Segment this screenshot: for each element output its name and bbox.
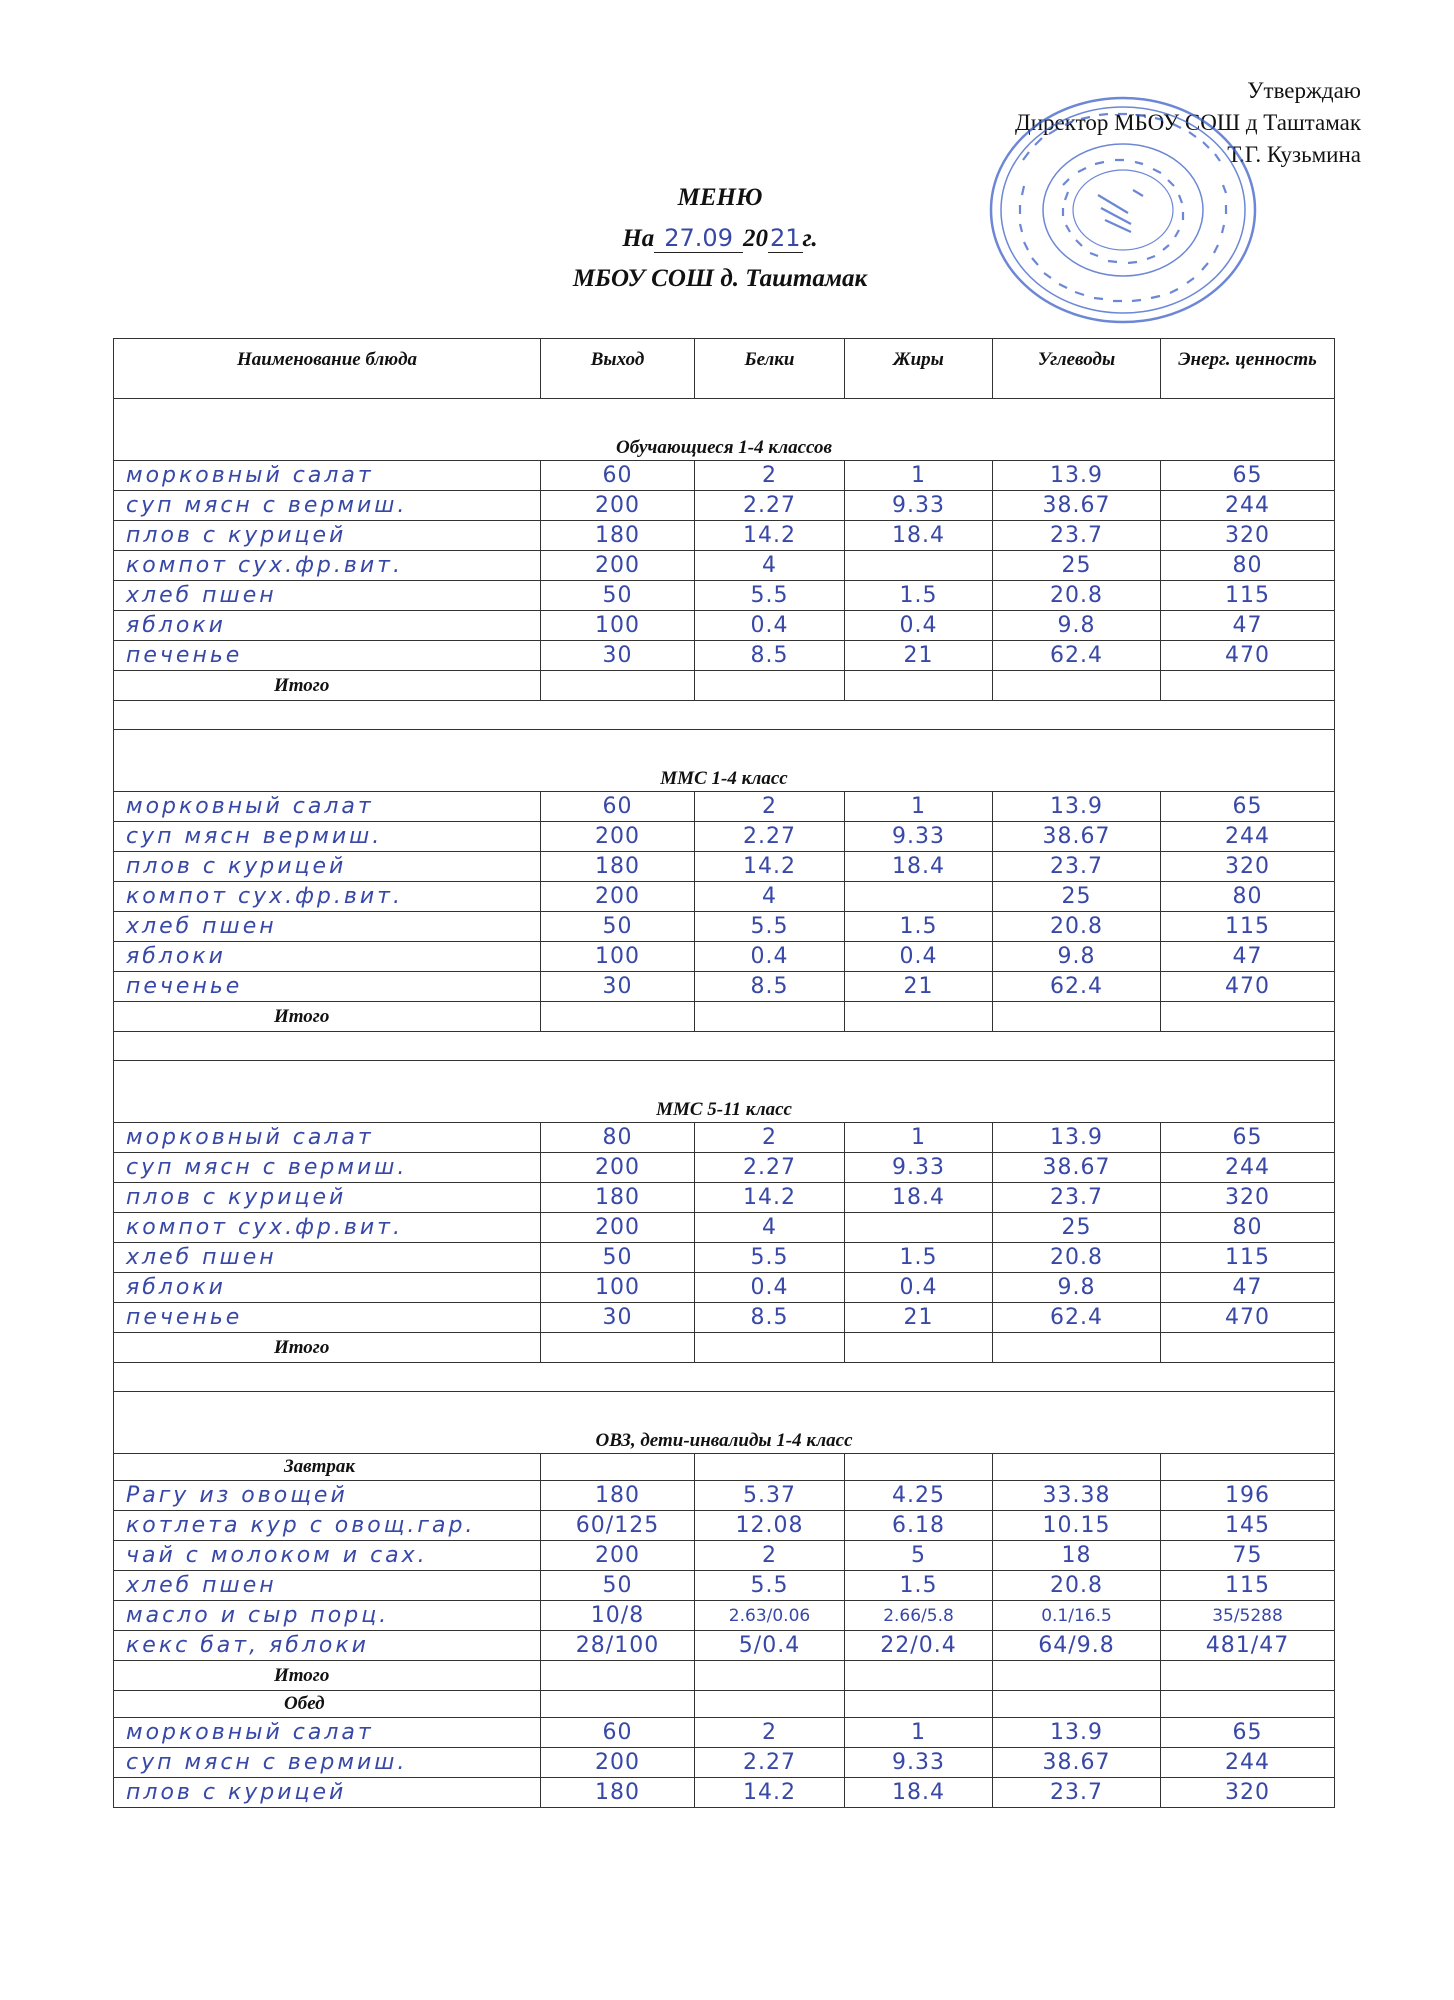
table-row bbox=[114, 1303, 1335, 1333]
cell-fats: 21 bbox=[845, 641, 993, 671]
cell-yield: 200 bbox=[541, 1541, 695, 1571]
cell-yield: 180 bbox=[541, 1778, 695, 1808]
cell-dish-name: суп мясн с вермиш. bbox=[114, 491, 541, 521]
cell-proteins: 5.5 bbox=[695, 581, 845, 611]
cell-dish-name: компот сух.фр.вит. bbox=[114, 551, 541, 581]
header-dish-name: Наименование блюда bbox=[114, 339, 541, 399]
cell-yield: 50 bbox=[541, 912, 695, 942]
cell-fats: 1.5 bbox=[845, 1571, 993, 1601]
cell-yield: 200 bbox=[541, 1213, 695, 1243]
cell-energy: 481/47 bbox=[1161, 1631, 1335, 1661]
cell-yield: 180 bbox=[541, 1183, 695, 1213]
cell-carbs: 23.7 bbox=[993, 852, 1161, 882]
cell-dish-name: хлеб пшен bbox=[114, 1243, 541, 1273]
cell-dish-name: компот сух.фр.вит. bbox=[114, 882, 541, 912]
empty-cell bbox=[695, 1691, 845, 1718]
cell-yield: 30 bbox=[541, 1303, 695, 1333]
cell-dish-name: Рагу из овощей bbox=[114, 1481, 541, 1511]
total-row bbox=[114, 1333, 1335, 1363]
table-row bbox=[114, 1153, 1335, 1183]
cell-proteins: 5.5 bbox=[695, 1243, 845, 1273]
cell-carbs: 62.4 bbox=[993, 1303, 1161, 1333]
cell-energy: 47 bbox=[1161, 942, 1335, 972]
cell-dish-name: масло и сыр порц. bbox=[114, 1601, 541, 1631]
table-row bbox=[114, 1601, 1335, 1631]
cell-proteins: 8.5 bbox=[695, 1303, 845, 1333]
empty-cell bbox=[1161, 1002, 1335, 1032]
cell-energy: 320 bbox=[1161, 1183, 1335, 1213]
cell-fats: 1 bbox=[845, 1718, 993, 1748]
spacer-row bbox=[114, 1363, 1335, 1392]
cell-proteins: 2.27 bbox=[695, 1153, 845, 1183]
year-value: 21 bbox=[769, 224, 801, 252]
header-proteins: Белки bbox=[695, 339, 845, 399]
cell-yield: 60/125 bbox=[541, 1511, 695, 1541]
cell-carbs: 9.8 bbox=[993, 611, 1161, 641]
cell-fats: 18.4 bbox=[845, 1183, 993, 1213]
cell-carbs: 9.8 bbox=[993, 1273, 1161, 1303]
cell-fats: 1.5 bbox=[845, 912, 993, 942]
date-line bbox=[520, 218, 920, 259]
section-title: ММС 5-11 класс bbox=[114, 1061, 1335, 1123]
cell-carbs: 13.9 bbox=[993, 1718, 1161, 1748]
cell-energy: 470 bbox=[1161, 641, 1335, 671]
cell-carbs: 20.8 bbox=[993, 912, 1161, 942]
cell-carbs: 64/9.8 bbox=[993, 1631, 1161, 1661]
empty-cell bbox=[541, 1002, 695, 1032]
approval-line-2: Директор МБОУ СОШ д Таштамак bbox=[1015, 110, 1361, 135]
header-energy: Энерг. ценность bbox=[1161, 339, 1335, 399]
cell-energy: 35/5288 bbox=[1161, 1601, 1335, 1631]
cell-proteins: 2 bbox=[695, 792, 845, 822]
cell-energy: 75 bbox=[1161, 1541, 1335, 1571]
cell-proteins: 4 bbox=[695, 551, 845, 581]
table-row bbox=[114, 641, 1335, 671]
cell-energy: 244 bbox=[1161, 822, 1335, 852]
table-row bbox=[114, 942, 1335, 972]
cell-proteins: 14.2 bbox=[695, 852, 845, 882]
table-row bbox=[114, 822, 1335, 852]
table-row bbox=[114, 1183, 1335, 1213]
empty-cell bbox=[1161, 1333, 1335, 1363]
table-row bbox=[114, 1511, 1335, 1541]
table-row bbox=[114, 1123, 1335, 1153]
cell-carbs: 38.67 bbox=[993, 1748, 1161, 1778]
total-label: Итого bbox=[114, 671, 541, 701]
cell-dish-name: плов с курицей bbox=[114, 1778, 541, 1808]
cell-energy: 320 bbox=[1161, 521, 1335, 551]
cell-energy: 65 bbox=[1161, 1123, 1335, 1153]
cell-energy: 320 bbox=[1161, 1778, 1335, 1808]
cell-dish-name: морковный салат bbox=[114, 1718, 541, 1748]
table-row bbox=[114, 792, 1335, 822]
table-row bbox=[114, 852, 1335, 882]
cell-energy: 115 bbox=[1161, 1571, 1335, 1601]
cell-fats: 9.33 bbox=[845, 1748, 993, 1778]
empty-cell bbox=[695, 1454, 845, 1481]
cell-energy: 145 bbox=[1161, 1511, 1335, 1541]
cell-dish-name: яблоки bbox=[114, 1273, 541, 1303]
cell-yield: 30 bbox=[541, 972, 695, 1002]
cell-yield: 100 bbox=[541, 942, 695, 972]
empty-cell bbox=[845, 1002, 993, 1032]
table-row bbox=[114, 1778, 1335, 1808]
cell-fats bbox=[845, 551, 993, 581]
cell-fats: 1 bbox=[845, 461, 993, 491]
cell-proteins: 8.5 bbox=[695, 641, 845, 671]
section-row bbox=[114, 1061, 1335, 1123]
empty-cell bbox=[695, 671, 845, 701]
cell-fats: 0.4 bbox=[845, 611, 993, 641]
cell-proteins: 5.37 bbox=[695, 1481, 845, 1511]
cell-carbs: 23.7 bbox=[993, 521, 1161, 551]
spacer-cell bbox=[114, 701, 1335, 730]
cell-dish-name: суп мясн с вермиш. bbox=[114, 1153, 541, 1183]
cell-yield: 28/100 bbox=[541, 1631, 695, 1661]
table-row bbox=[114, 1213, 1335, 1243]
cell-fats: 2.66/5.8 bbox=[845, 1601, 993, 1631]
cell-dish-name: суп мясн вермиш. bbox=[114, 822, 541, 852]
empty-cell bbox=[541, 1454, 695, 1481]
empty-cell bbox=[541, 1661, 695, 1691]
cell-yield: 200 bbox=[541, 822, 695, 852]
cell-proteins: 5.5 bbox=[695, 912, 845, 942]
cell-carbs: 13.9 bbox=[993, 1123, 1161, 1153]
cell-dish-name: кекс бат, яблоки bbox=[114, 1631, 541, 1661]
cell-dish-name: морковный салат bbox=[114, 1123, 541, 1153]
empty-cell bbox=[695, 1661, 845, 1691]
cell-fats: 9.33 bbox=[845, 1153, 993, 1183]
cell-fats: 18.4 bbox=[845, 852, 993, 882]
section-title: ММС 1-4 класс bbox=[114, 730, 1335, 792]
cell-fats bbox=[845, 1213, 993, 1243]
cell-carbs: 10.15 bbox=[993, 1511, 1161, 1541]
date-prefix: На bbox=[622, 225, 655, 252]
cell-proteins: 2.63/0.06 bbox=[695, 1601, 845, 1631]
header-carbs: Углеводы bbox=[993, 339, 1161, 399]
empty-cell bbox=[845, 1691, 993, 1718]
empty-cell bbox=[993, 1002, 1161, 1032]
empty-cell bbox=[845, 1661, 993, 1691]
lunch-row bbox=[114, 1691, 1335, 1718]
cell-dish-name: компот сух.фр.вит. bbox=[114, 1213, 541, 1243]
cell-fats bbox=[845, 882, 993, 912]
cell-carbs: 20.8 bbox=[993, 1243, 1161, 1273]
breakfast-label: Завтрак bbox=[114, 1454, 541, 1481]
cell-yield: 180 bbox=[541, 1481, 695, 1511]
cell-energy: 80 bbox=[1161, 882, 1335, 912]
header-row bbox=[114, 339, 1335, 399]
cell-carbs: 20.8 bbox=[993, 1571, 1161, 1601]
cell-proteins: 4 bbox=[695, 1213, 845, 1243]
header-fats: Жиры bbox=[845, 339, 993, 399]
cell-carbs: 9.8 bbox=[993, 942, 1161, 972]
cell-proteins: 4 bbox=[695, 882, 845, 912]
cell-fats: 18.4 bbox=[845, 1778, 993, 1808]
approval-line-1: Утверждаю bbox=[1247, 78, 1361, 103]
cell-yield: 50 bbox=[541, 1571, 695, 1601]
year-prefix: 20 bbox=[742, 225, 768, 252]
cell-carbs: 38.67 bbox=[993, 1153, 1161, 1183]
cell-energy: 196 bbox=[1161, 1481, 1335, 1511]
menu-table-body bbox=[114, 339, 1335, 1808]
cell-fats: 4.25 bbox=[845, 1481, 993, 1511]
cell-energy: 470 bbox=[1161, 972, 1335, 1002]
cell-dish-name: хлеб пшен bbox=[114, 1571, 541, 1601]
spacer-cell bbox=[114, 1363, 1335, 1392]
cell-dish-name: печенье bbox=[114, 641, 541, 671]
table-row bbox=[114, 461, 1335, 491]
cell-fats: 5 bbox=[845, 1541, 993, 1571]
cell-energy: 244 bbox=[1161, 1748, 1335, 1778]
cell-dish-name: котлета кур с овощ.гар. bbox=[114, 1511, 541, 1541]
section-title: Обучающиеся 1-4 классов bbox=[114, 399, 1335, 461]
cell-proteins: 14.2 bbox=[695, 521, 845, 551]
document-title-block bbox=[520, 178, 920, 299]
table-row bbox=[114, 1571, 1335, 1601]
cell-energy: 320 bbox=[1161, 852, 1335, 882]
empty-cell bbox=[993, 671, 1161, 701]
cell-dish-name: яблоки bbox=[114, 942, 541, 972]
page-title: МЕНЮ bbox=[677, 184, 763, 211]
cell-proteins: 2.27 bbox=[695, 822, 845, 852]
table-row bbox=[114, 1718, 1335, 1748]
spacer-row bbox=[114, 701, 1335, 730]
cell-energy: 115 bbox=[1161, 581, 1335, 611]
empty-cell bbox=[695, 1333, 845, 1363]
table-row bbox=[114, 611, 1335, 641]
spacer-row bbox=[114, 1032, 1335, 1061]
total-label: Итого bbox=[114, 1002, 541, 1032]
empty-cell bbox=[695, 1002, 845, 1032]
cell-energy: 47 bbox=[1161, 1273, 1335, 1303]
cell-proteins: 5.5 bbox=[695, 1571, 845, 1601]
cell-dish-name: морковный салат bbox=[114, 461, 541, 491]
cell-carbs: 25 bbox=[993, 1213, 1161, 1243]
cell-fats: 22/0.4 bbox=[845, 1631, 993, 1661]
empty-cell bbox=[541, 1333, 695, 1363]
cell-fats: 1.5 bbox=[845, 581, 993, 611]
cell-energy: 80 bbox=[1161, 551, 1335, 581]
breakfast-row bbox=[114, 1454, 1335, 1481]
cell-yield: 30 bbox=[541, 641, 695, 671]
cell-proteins: 2.27 bbox=[695, 1748, 845, 1778]
total-label: Итого bbox=[114, 1333, 541, 1363]
cell-proteins: 14.2 bbox=[695, 1183, 845, 1213]
cell-fats: 0.4 bbox=[845, 1273, 993, 1303]
cell-yield: 200 bbox=[541, 1153, 695, 1183]
spacer-cell bbox=[114, 1032, 1335, 1061]
section-row bbox=[114, 399, 1335, 461]
date-value: 27.09 bbox=[654, 224, 743, 253]
table-row bbox=[114, 1541, 1335, 1571]
table-row bbox=[114, 1631, 1335, 1661]
lunch-label: Обед bbox=[114, 1691, 541, 1718]
cell-fats: 1.5 bbox=[845, 1243, 993, 1273]
cell-yield: 60 bbox=[541, 461, 695, 491]
section-row bbox=[114, 730, 1335, 792]
cell-energy: 115 bbox=[1161, 1243, 1335, 1273]
cell-energy: 65 bbox=[1161, 792, 1335, 822]
section-title: ОВЗ, дети-инвалиды 1-4 класс bbox=[114, 1392, 1335, 1454]
cell-dish-name: плов с курицей bbox=[114, 1183, 541, 1213]
table-row bbox=[114, 521, 1335, 551]
cell-carbs: 0.1/16.5 bbox=[993, 1601, 1161, 1631]
cell-dish-name: печенье bbox=[114, 1303, 541, 1333]
cell-fats: 21 bbox=[845, 972, 993, 1002]
empty-cell bbox=[541, 671, 695, 701]
cell-proteins: 2.27 bbox=[695, 491, 845, 521]
cell-fats: 9.33 bbox=[845, 491, 993, 521]
table-row bbox=[114, 912, 1335, 942]
empty-cell bbox=[845, 1333, 993, 1363]
empty-cell bbox=[541, 1691, 695, 1718]
year-suffix: г. bbox=[802, 225, 818, 252]
cell-yield: 10/8 bbox=[541, 1601, 695, 1631]
cell-carbs: 13.9 bbox=[993, 792, 1161, 822]
approval-line-3: Т.Г. Кузьмина bbox=[1227, 142, 1361, 167]
cell-carbs: 38.67 bbox=[993, 822, 1161, 852]
table-row bbox=[114, 1273, 1335, 1303]
cell-fats: 1 bbox=[845, 1123, 993, 1153]
cell-proteins: 2 bbox=[695, 1718, 845, 1748]
cell-carbs: 23.7 bbox=[993, 1183, 1161, 1213]
total-row bbox=[114, 1661, 1335, 1691]
table-row bbox=[114, 581, 1335, 611]
cell-yield: 50 bbox=[541, 581, 695, 611]
cell-proteins: 2 bbox=[695, 1123, 845, 1153]
cell-carbs: 25 bbox=[993, 882, 1161, 912]
cell-carbs: 20.8 bbox=[993, 581, 1161, 611]
empty-cell bbox=[993, 1661, 1161, 1691]
cell-fats: 18.4 bbox=[845, 521, 993, 551]
cell-carbs: 33.38 bbox=[993, 1481, 1161, 1511]
cell-energy: 115 bbox=[1161, 912, 1335, 942]
cell-fats: 21 bbox=[845, 1303, 993, 1333]
total-row bbox=[114, 671, 1335, 701]
cell-carbs: 18 bbox=[993, 1541, 1161, 1571]
cell-dish-name: печенье bbox=[114, 972, 541, 1002]
school-stamp-seal bbox=[983, 90, 1263, 330]
cell-dish-name: хлеб пшен bbox=[114, 581, 541, 611]
cell-fats: 9.33 bbox=[845, 822, 993, 852]
cell-yield: 100 bbox=[541, 1273, 695, 1303]
empty-cell bbox=[993, 1691, 1161, 1718]
empty-cell bbox=[993, 1454, 1161, 1481]
cell-dish-name: чай с молоком и сах. bbox=[114, 1541, 541, 1571]
cell-yield: 200 bbox=[541, 551, 695, 581]
cell-dish-name: яблоки bbox=[114, 611, 541, 641]
cell-proteins: 8.5 bbox=[695, 972, 845, 1002]
cell-dish-name: суп мясн с вермиш. bbox=[114, 1748, 541, 1778]
table-row bbox=[114, 972, 1335, 1002]
empty-cell bbox=[993, 1333, 1161, 1363]
table-row bbox=[114, 491, 1335, 521]
cell-carbs: 13.9 bbox=[993, 461, 1161, 491]
cell-yield: 60 bbox=[541, 792, 695, 822]
table-row bbox=[114, 1243, 1335, 1273]
cell-dish-name: плов с курицей bbox=[114, 521, 541, 551]
cell-yield: 200 bbox=[541, 882, 695, 912]
cell-fats: 1 bbox=[845, 792, 993, 822]
cell-yield: 60 bbox=[541, 1718, 695, 1748]
cell-dish-name: морковный салат bbox=[114, 792, 541, 822]
table-row bbox=[114, 551, 1335, 581]
cell-yield: 180 bbox=[541, 521, 695, 551]
cell-yield: 200 bbox=[541, 491, 695, 521]
cell-carbs: 25 bbox=[993, 551, 1161, 581]
cell-proteins: 5/0.4 bbox=[695, 1631, 845, 1661]
cell-energy: 470 bbox=[1161, 1303, 1335, 1333]
cell-yield: 180 bbox=[541, 852, 695, 882]
empty-cell bbox=[1161, 1454, 1335, 1481]
cell-carbs: 23.7 bbox=[993, 1778, 1161, 1808]
header-yield: Выход bbox=[541, 339, 695, 399]
table-row bbox=[114, 1481, 1335, 1511]
table-row bbox=[114, 1748, 1335, 1778]
cell-yield: 100 bbox=[541, 611, 695, 641]
table-row bbox=[114, 882, 1335, 912]
cell-energy: 244 bbox=[1161, 1153, 1335, 1183]
empty-cell bbox=[1161, 1661, 1335, 1691]
cell-energy: 80 bbox=[1161, 1213, 1335, 1243]
cell-fats: 0.4 bbox=[845, 942, 993, 972]
cell-energy: 65 bbox=[1161, 1718, 1335, 1748]
cell-proteins: 0.4 bbox=[695, 942, 845, 972]
empty-cell bbox=[845, 1454, 993, 1481]
empty-cell bbox=[1161, 671, 1335, 701]
cell-carbs: 62.4 bbox=[993, 972, 1161, 1002]
cell-fats: 6.18 bbox=[845, 1511, 993, 1541]
cell-yield: 80 bbox=[541, 1123, 695, 1153]
cell-proteins: 14.2 bbox=[695, 1778, 845, 1808]
cell-proteins: 0.4 bbox=[695, 1273, 845, 1303]
cell-proteins: 2 bbox=[695, 461, 845, 491]
cell-energy: 244 bbox=[1161, 491, 1335, 521]
cell-proteins: 12.08 bbox=[695, 1511, 845, 1541]
total-label: Итого bbox=[114, 1661, 541, 1691]
total-row bbox=[114, 1002, 1335, 1032]
cell-dish-name: хлеб пшен bbox=[114, 912, 541, 942]
cell-energy: 47 bbox=[1161, 611, 1335, 641]
empty-cell bbox=[845, 671, 993, 701]
cell-proteins: 2 bbox=[695, 1541, 845, 1571]
cell-yield: 50 bbox=[541, 1243, 695, 1273]
menu-table bbox=[113, 338, 1335, 1808]
cell-dish-name: плов с курицей bbox=[114, 852, 541, 882]
empty-cell bbox=[1161, 1691, 1335, 1718]
section-row bbox=[114, 1392, 1335, 1454]
cell-carbs: 38.67 bbox=[993, 491, 1161, 521]
school-name: МБОУ СОШ д. Таштамак bbox=[572, 265, 868, 292]
cell-yield: 200 bbox=[541, 1748, 695, 1778]
cell-carbs: 62.4 bbox=[993, 641, 1161, 671]
cell-proteins: 0.4 bbox=[695, 611, 845, 641]
cell-energy: 65 bbox=[1161, 461, 1335, 491]
